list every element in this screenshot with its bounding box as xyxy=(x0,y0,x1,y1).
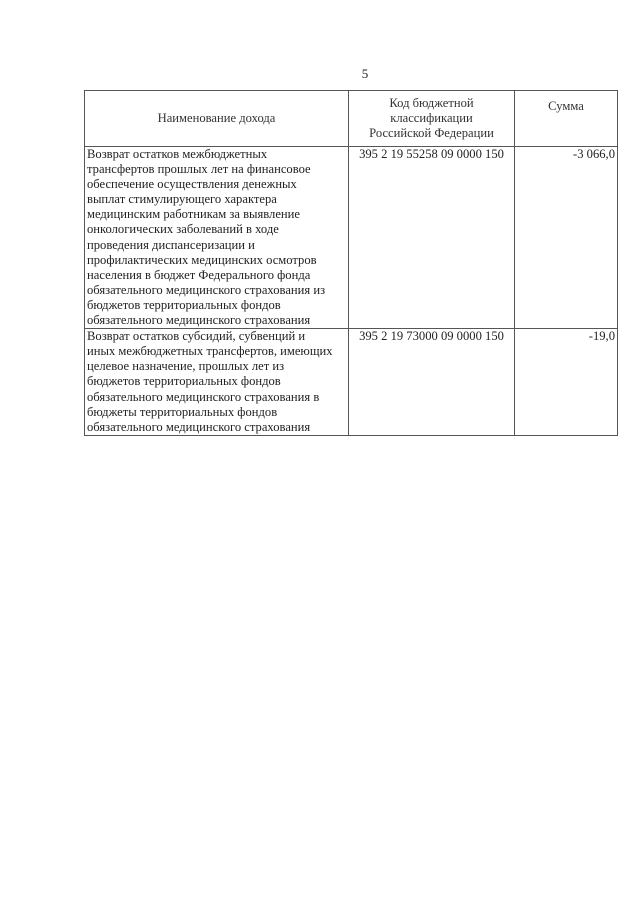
name-line: иных межбюджетных трансфертов, имеющих xyxy=(87,344,333,359)
name-line: бюджетов территориальных фондов xyxy=(87,297,281,312)
name-line: трансфертов прошлых лет на финансовое xyxy=(87,162,311,177)
table-row xyxy=(85,329,618,436)
name-line: бюджеты территориальных фондов xyxy=(87,404,278,419)
header-income-name: Наименование дохода xyxy=(85,91,349,147)
name-line: населения в бюджет Федерального фонда xyxy=(87,267,311,282)
header-sum: Сумма xyxy=(515,91,618,147)
income-name-cell xyxy=(85,147,349,329)
sum-cell: -3 066,0 xyxy=(515,147,618,329)
income-name-cell xyxy=(85,329,349,436)
name-line: обязательного медицинского страхования xyxy=(87,419,311,434)
name-line: выплат стимулирующего характера xyxy=(87,192,277,207)
table-row xyxy=(85,147,618,329)
header-code-line: классификации xyxy=(390,110,473,125)
name-line: обязательного медицинского страхования в xyxy=(87,389,320,404)
name-line: целевое назначение, прошлых лет из xyxy=(87,359,285,374)
name-line: онкологических заболеваний в ходе xyxy=(87,222,279,237)
name-line: обеспечение осуществления денежных xyxy=(87,177,297,192)
header-code-line: Код бюджетной xyxy=(389,95,474,110)
budget-code-cell: 395 2 19 73000 09 0000 150 xyxy=(349,329,515,436)
name-line: бюджетов территориальных фондов xyxy=(87,374,281,389)
name-line: обязательного медицинского страхования из xyxy=(87,282,326,297)
name-line: проведения диспансеризации и xyxy=(87,237,255,252)
name-line: профилактических медицинских осмотров xyxy=(87,252,317,267)
name-line: Возврат остатков субсидий, субвенций и xyxy=(87,329,306,344)
header-budget-code xyxy=(349,91,515,147)
table-header-row xyxy=(85,91,618,147)
name-line: обязательного медицинского страхования xyxy=(87,313,311,328)
name-line: Возврат остатков межбюджетных xyxy=(87,147,268,161)
budget-code-cell: 395 2 19 55258 09 0000 150 xyxy=(349,147,515,329)
name-line: медицинским работникам за выявление xyxy=(87,207,301,222)
income-table xyxy=(84,90,618,436)
sum-cell: -19,0 xyxy=(515,329,618,436)
page-number: 5 xyxy=(361,66,369,81)
header-code-line: Российской Федерации xyxy=(369,126,494,141)
